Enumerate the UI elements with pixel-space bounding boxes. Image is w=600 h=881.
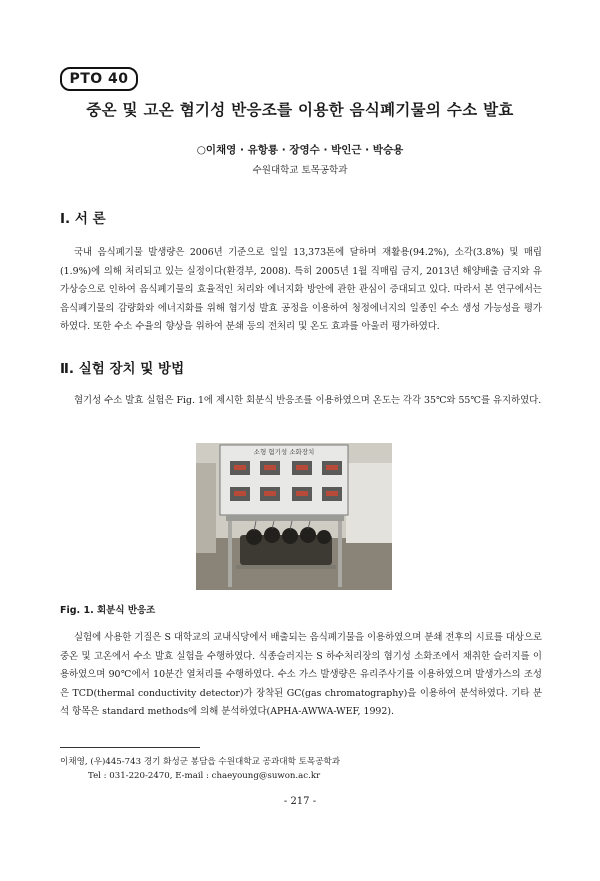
reactor-photo-illustration bbox=[196, 443, 392, 590]
reactor-sign-text: 소형 혐기성 소화장치 bbox=[253, 448, 315, 456]
methods-paragraph-2: 실험에 사용한 기질은 S 대학교의 교내식당에서 배출되는 음식폐기물을 이용하였으며 분쇄 전후의 시료를 대상으로 중온 및 고온에서 수소 발효 실험을 수행하였다. 식종슬러지는 S 하수처리장의 혐기성 소화조에서 채취한 슬러지를 이용하였으며 90℃에서 10분간 열처리를 수행하였다. 수소 가스 발생량은 유리주사기를 이용하였으며 발생가스의 조성은 TCD(thermal conductivity detector)가 장착된 GC(gas chromatography)을 이용하여 분석하였다. 기타 분석 항목은 standard methods에 의해 분석하였다(APHA-AWWA-WEF, 1992). bbox=[60, 632, 542, 717]
section-heading-introduction: Ⅰ. 서 론 bbox=[60, 211, 106, 227]
section-heading-methods: Ⅱ. 실험 장치 및 방법 bbox=[60, 361, 185, 377]
introduction-paragraph: 국내 음식폐기물 발생량은 2006년 기준으로 일일 13,373톤에 달하며 재활용(94.2%), 소각(3.8%) 및 매립(1.9%)에 의해 처리되고 있는 실정이다(환경부, 2008). 특히 2005년 1월 직매립 금지, 2013년 해양배출 금지와 유가상승으로 인하여 음식폐기물의 효율적인 처리와 에너지화 방안에 관한 관심이 증대되고 있다. 따라서 본 연구에서는 음식폐기물의 감량화와 에너지화를 위해 혐기성 발효 공정을 이용하여 청정에너지의 일종인 수소 생성 가능성을 평가하였다. 또한 수소 수율의 향상을 위하여 분쇄 등의 전처리 및 온도 효과를 아울러 평가하였다. bbox=[60, 247, 542, 332]
affiliation: 수원대학교 토목공학과 bbox=[252, 165, 348, 176]
figure-caption: Fig. 1. 회분식 반응조 bbox=[60, 605, 156, 616]
author-list: ○이채영 · 유항룡 · 장영수 · 박인근 · 박승용 bbox=[196, 144, 404, 156]
footnote-divider bbox=[60, 747, 200, 748]
paper-title: 중온 및 고온 혐기성 반응조를 이용한 음식폐기물의 수소 발효 bbox=[86, 101, 514, 119]
reactor-photo bbox=[196, 443, 392, 590]
methods-paragraph-1: 혐기성 수소 발효 실험은 Fig. 1에 제시한 회분식 반응조를 이용하였으며 온도는 각각 35℃와 55℃를 유지하였다. bbox=[74, 395, 542, 406]
page-number: - 217 - bbox=[283, 796, 317, 807]
footnote-address: 이채영, (우)445-743 경기 화성군 봉담읍 수원대학교 공과대학 토목공학과 bbox=[60, 757, 341, 767]
presentation-code-badge: PTO 40 bbox=[60, 67, 138, 91]
footnote-contact: Tel : 031-220-2470, E-mail : chaeyoung@suwon.ac.kr bbox=[88, 771, 321, 781]
